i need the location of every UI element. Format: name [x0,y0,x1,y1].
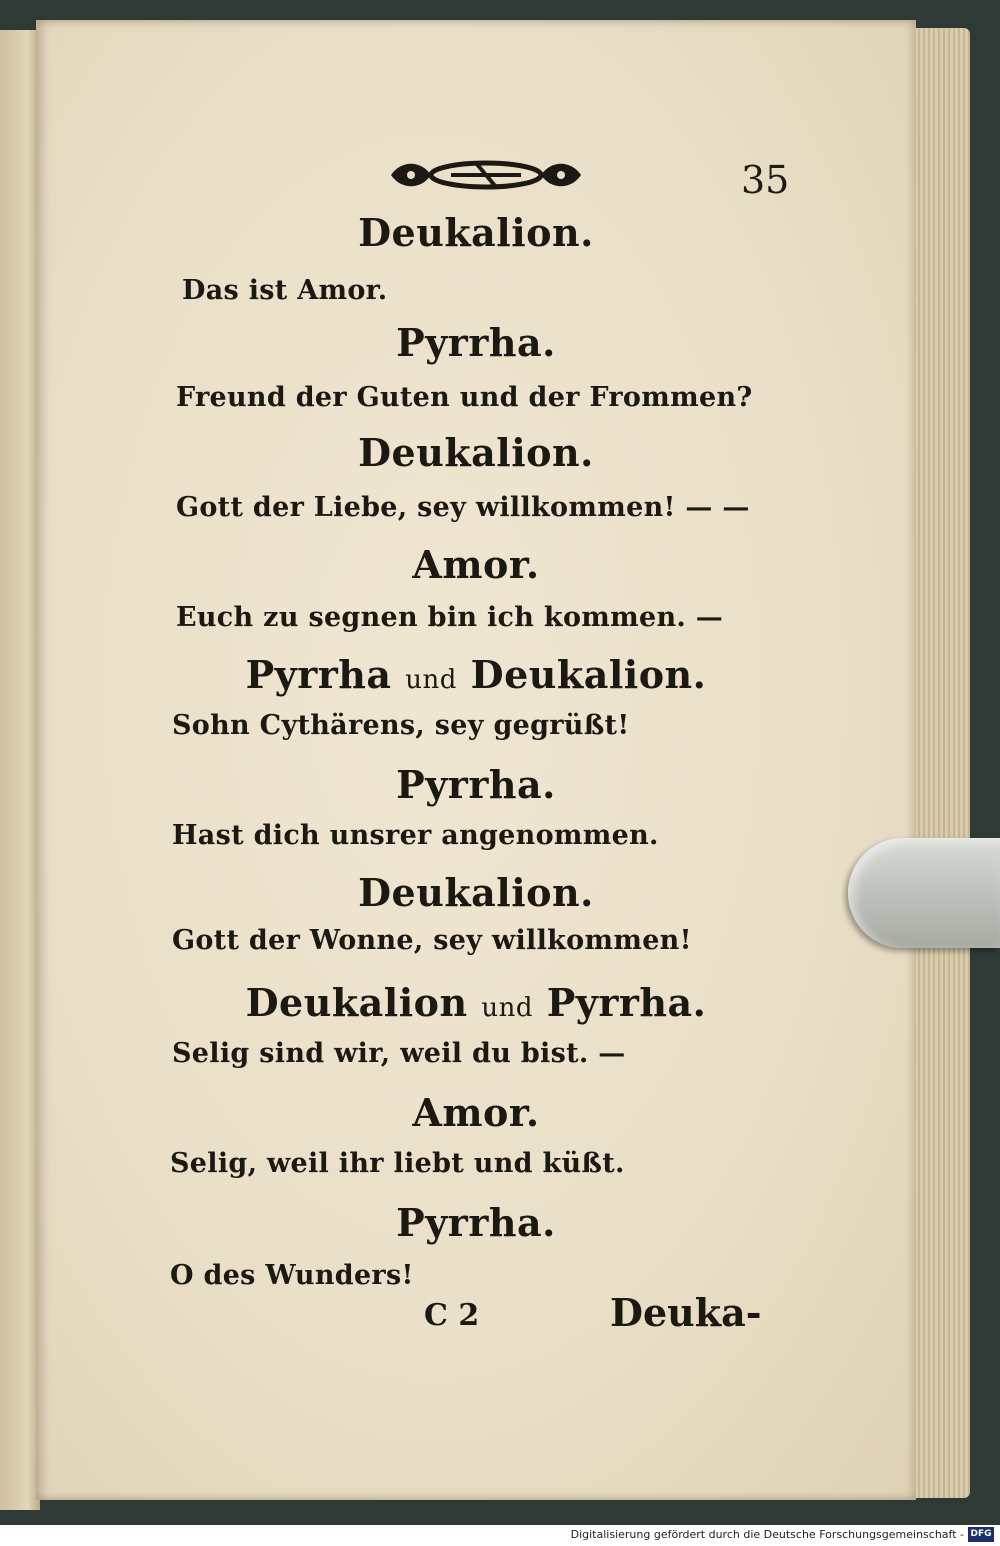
ornament-header [381,155,591,195]
speaker-heading-combined [36,980,916,1025]
speaker-heading: Pyrrha. [396,320,556,365]
speaker-heading: Pyrrha. [396,1200,556,1245]
dfg-logo-icon: DFG [968,1527,994,1542]
speaker-heading-combined [36,652,916,697]
facing-page-edge [0,30,40,1510]
dialogue-line: Euch zu segnen bin ich kommen. — [176,602,724,633]
speaker-name: Deukalion [245,980,468,1025]
catchword: Deuka- [610,1290,762,1335]
page-clip [848,838,1000,948]
speaker-heading: Amor. [412,542,540,587]
dialogue-line: Gott der Wonne, sey willkommen! [172,925,692,956]
dialogue-line: Das ist Amor. [182,275,388,306]
footer-credit: Digitalisierung gefördert durch die Deutsche Forschungsgemeinschaft - [570,1528,964,1541]
speaker-conjunction: und [405,665,457,695]
dialogue-line: O des Wunders! [170,1260,414,1291]
speaker-heading: Amor. [412,1090,540,1135]
speaker-conjunction: und [481,993,533,1023]
dialogue-line: Selig, weil ihr liebt und küßt. [170,1148,625,1179]
signature-mark: C 2 [424,1298,480,1333]
dialogue-line: Gott der Liebe, sey willkommen! — — [176,492,750,523]
dialogue-line: Selig sind wir, weil du bist. — [172,1038,626,1069]
book-page [36,20,916,1500]
speaker-name: Deukalion. [470,652,707,697]
speaker-name: Pyrrha [245,652,392,697]
dialogue-line: Freund der Guten und der Frommen? [176,382,753,413]
dialogue-line: Hast dich unsrer angenommen. [172,820,659,851]
dialogue-line: Sohn Cythärens, sey gegrüßt! [172,710,630,741]
speaker-heading: Deukalion. [358,870,594,915]
speaker-heading: Deukalion. [358,430,594,475]
speaker-heading: Deukalion. [358,210,594,255]
page-number: 35 [741,158,790,202]
speaker-name: Pyrrha. [546,980,707,1025]
speaker-heading: Pyrrha. [396,762,556,807]
